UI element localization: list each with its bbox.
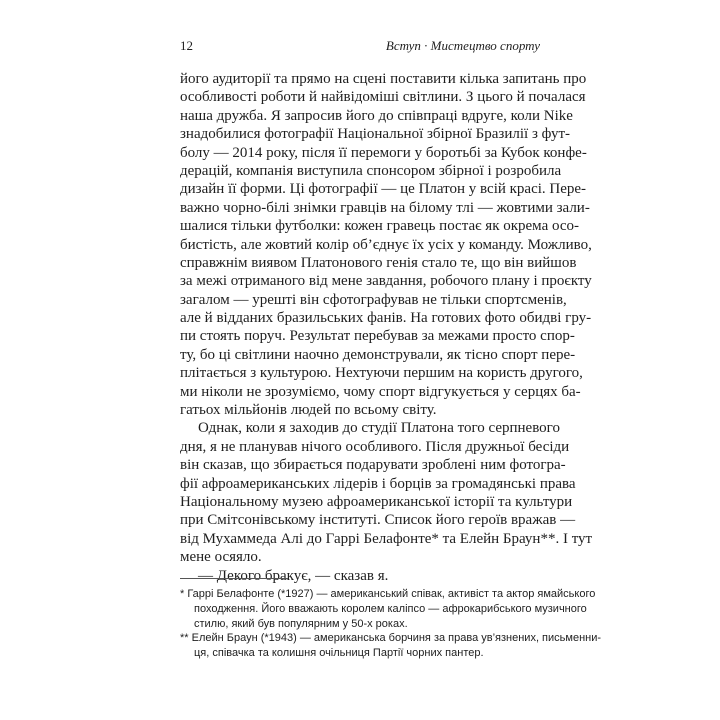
footnote-divider xyxy=(180,578,288,579)
body-line: болу — 2014 року, після її перемоги у боротьбі за Кубок конфе- xyxy=(180,144,587,161)
footnote-line: * Гаррі Белафонте (*1927) — американський співак, активіст та актор ямайського xyxy=(180,588,596,600)
body-line: особливості роботи й найвідоміші світлини. З цього й почалася xyxy=(180,89,586,106)
footnote-line: ця, співачка та колишня очільниця Партії чорних пантер. xyxy=(194,647,484,660)
body-line: від Мухаммеда Алі до Гаррі Белафонте* та Елейн Браун**. І тут xyxy=(180,530,593,547)
body-line: важно чорно-білі знімки гравців на білому тлі — жовтими зали- xyxy=(180,199,590,216)
footnote-line: походження. Його вважають королем каліпсо — афрокарибського музичного xyxy=(194,602,587,615)
running-title: Вступ · Мистецтво спорту xyxy=(385,38,540,53)
body-line: знадобилися фотографії Національної збірної Бразилії з фут- xyxy=(180,126,571,143)
page-number: 12 xyxy=(180,38,193,53)
body-line: але й відданих бразильських фанів. На готових фото обидві гру- xyxy=(180,310,592,327)
body-line: дизайн її форми. Ці фотографії — це Платон у всій красі. Пере- xyxy=(180,181,587,198)
body-line: за межі отриманого від мене завдання, робочого плану і проєкту xyxy=(180,273,592,290)
body-line: пи стоять поруч. Результат перебував за межами просто спор- xyxy=(180,328,575,345)
body-line: Однак, коли я заходив до студії Платона того серпневого xyxy=(198,420,560,437)
body-line: мене осяяло. xyxy=(180,549,262,566)
footnotes xyxy=(180,587,602,661)
body-line: дерацій, компанія виступила спонсором збірної і розробила xyxy=(180,162,562,179)
body-line: — Декого бракує, — сказав я. xyxy=(198,567,389,584)
body-line: загалом — урешті він сфотографував не тільки спортсменів, xyxy=(180,291,567,308)
body-text xyxy=(180,70,593,585)
body-line: фії афроамериканських лідерів і борців за громадянські права xyxy=(180,475,576,492)
body-line: ту, бо ці світлини наочно демонстрували, як тісно спорт пере- xyxy=(180,346,576,363)
body-line: Національному музею афроамериканської історії та культури xyxy=(180,493,573,510)
body-line: його аудиторії та прямо на сцені поставити кілька запитань про xyxy=(180,71,587,87)
body-line: ми ніколи не зрозуміємо, чому спорт відгукується у серцях ба- xyxy=(180,383,581,400)
body-line: справжнім виявом Платонового генія стало те, що він вийшов xyxy=(180,254,577,271)
body-line: наша дружба. Я запросив його до співпраці вдруге, коли Nike xyxy=(180,107,573,124)
body-line: він сказав, що збирається подарувати зроблені ним фотогра- xyxy=(180,457,566,474)
body-line: дня, я не планував нічого особливого. Після дружньої бесіди xyxy=(180,438,570,455)
footnote-line: стилю, який був популярним у 50-х роках. xyxy=(194,617,408,630)
body-line: бистість, але жовтий колір об’єднує їх усіх у команду. Можливо, xyxy=(180,236,592,253)
footnote-line: ** Елейн Браун (*1943) — американська борчиня за права ув’язнених, письменни- xyxy=(180,632,602,645)
body-line: шалися тільки футболки: кожен гравець постає як окрема осо- xyxy=(180,218,580,235)
body-line: при Смітсонівському інституті. Список його героїв вражав — xyxy=(180,512,576,529)
body-line: плітається з культурою. Нехтуючи першим на користь другого, xyxy=(180,365,583,382)
running-head xyxy=(180,38,540,58)
body-line: гатьох мільйонів людей по всьому світу. xyxy=(180,402,437,419)
